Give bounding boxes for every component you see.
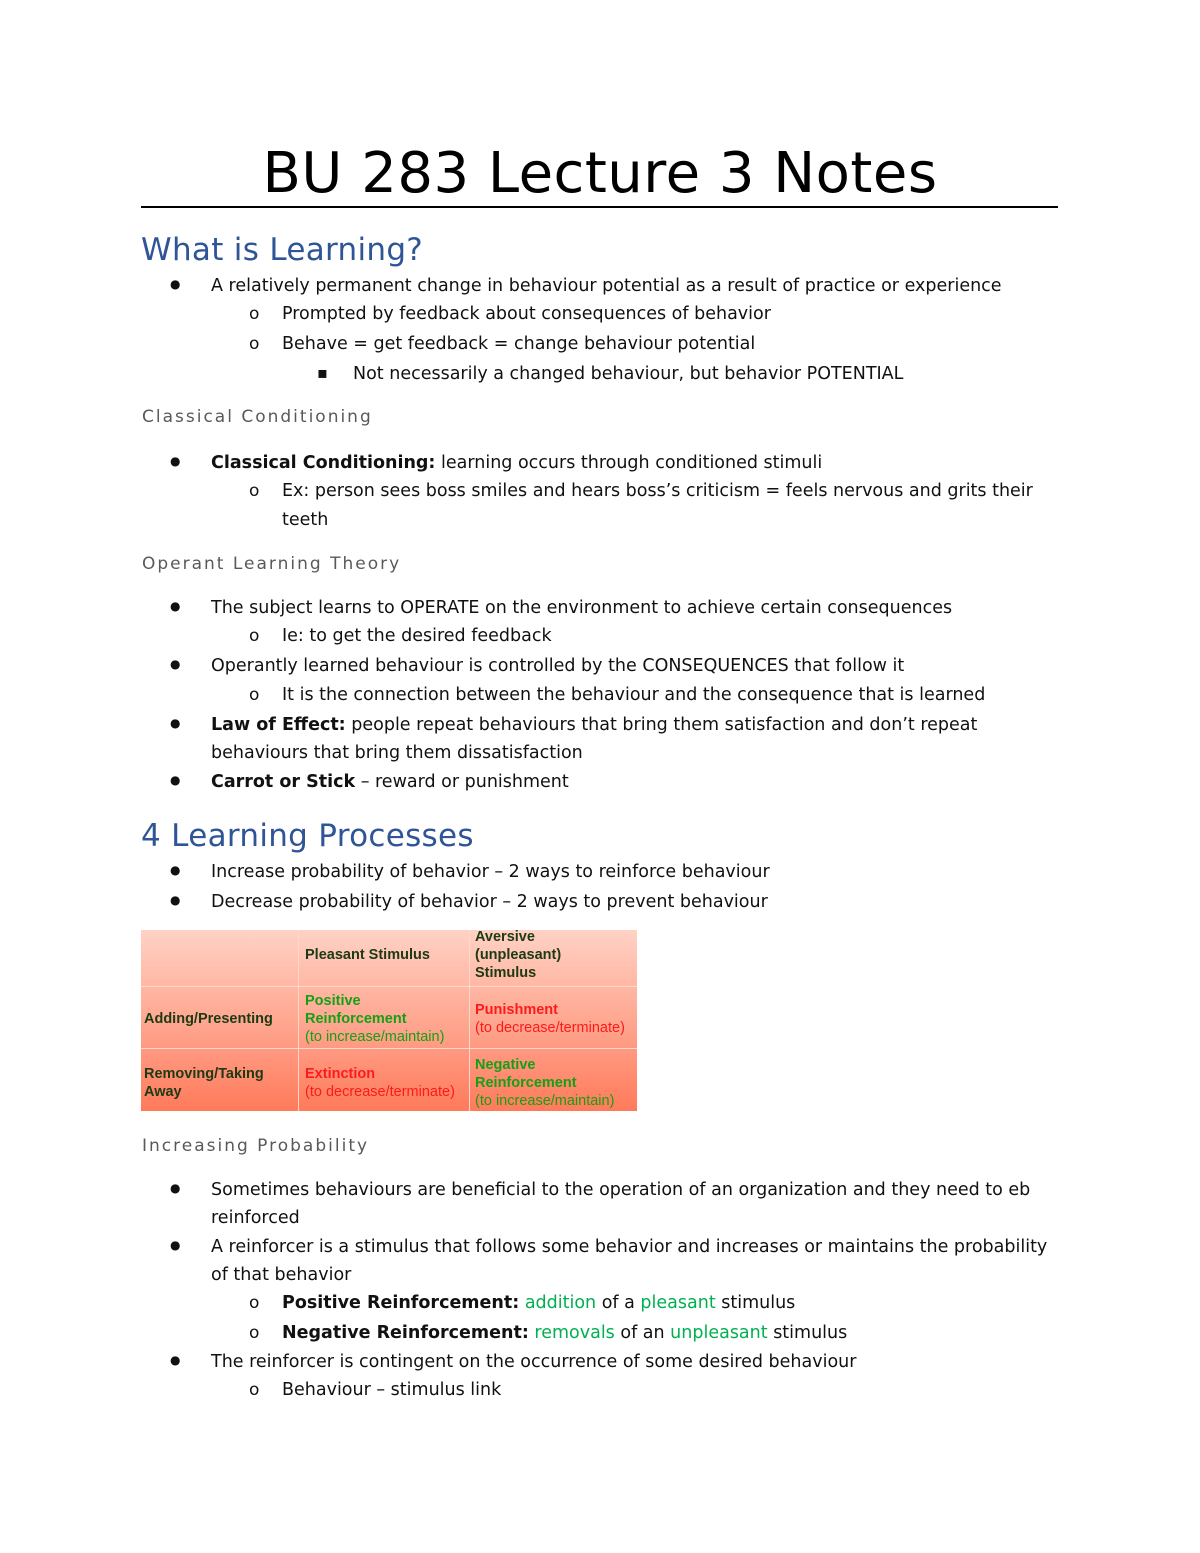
list-item — [282, 1290, 795, 1316]
list-item: Ex: person sees boss smiles and hears boss’s criticism = feels nervous and grits their — [282, 481, 1033, 501]
sub-bullet-icon — [249, 478, 259, 504]
list-item — [211, 450, 822, 476]
highlight-word: addition — [524, 1293, 597, 1313]
column-header-pleasant: Pleasant Stimulus — [305, 947, 430, 963]
term-label: Negative Reinforcement: — [282, 1323, 529, 1343]
heading-classical-conditioning: Classical Conditioning — [142, 407, 373, 427]
bullet-icon — [170, 652, 180, 679]
highlight-word: pleasant — [640, 1293, 716, 1313]
list-item: Decrease probability of behavior – 2 ways to prevent behaviour — [211, 892, 768, 912]
sub-bullet-icon — [249, 1290, 259, 1316]
table-divider — [298, 930, 299, 1111]
sub-bullet-icon — [249, 331, 259, 357]
list-item: Ie: to get the desired feedback — [282, 626, 552, 646]
cell-subtitle: (to increase/maintain) — [475, 1093, 615, 1109]
term-label: Carrot or Stick — [211, 772, 356, 792]
sub-bullet-icon — [249, 1320, 259, 1346]
cell-negative-reinforcement — [475, 1056, 625, 1110]
heading-operant-learning-theory: Operant Learning Theory — [142, 554, 402, 574]
list-item: The reinforcer is contingent on the occurrence of some desired behaviour — [211, 1352, 857, 1372]
list-item: Prompted by feedback about consequences of behavior — [282, 304, 771, 324]
row-header-removing: Removing/Taking Away — [144, 1066, 264, 1100]
heading-what-is-learning: What is Learning? — [141, 232, 424, 268]
list-item-continuation: of that behavior — [211, 1265, 352, 1285]
bullet-icon — [170, 1233, 180, 1260]
plain-text: of a — [596, 1293, 641, 1313]
heading-increasing-probability: Increasing Probability — [142, 1136, 370, 1156]
plain-text: stimulus — [767, 1323, 848, 1343]
list-item — [282, 1320, 847, 1346]
cell-subtitle: (to decrease/terminate) — [305, 1084, 455, 1100]
row-header-adding: Adding/Presenting — [144, 1011, 273, 1027]
bullet-icon — [170, 449, 180, 476]
list-item — [211, 712, 977, 738]
cell-title: Positive Reinforcement — [305, 993, 407, 1027]
bullet-icon — [170, 1348, 180, 1375]
table-divider — [141, 986, 637, 987]
sub-bullet-icon — [249, 623, 259, 649]
cell-subtitle: (to decrease/terminate) — [475, 1020, 625, 1036]
term-label: Law of Effect: — [211, 715, 346, 735]
list-item: Not necessarily a changed behaviour, but behavior POTENTIAL — [353, 364, 904, 384]
list-item: The subject learns to OPERATE on the environment to achieve certain consequences — [211, 598, 953, 618]
sub-bullet-icon — [249, 682, 259, 708]
highlight-word: removals — [534, 1323, 615, 1343]
list-item: Operantly learned behaviour is controlled by the CONSEQUENCES that follow it — [211, 656, 905, 676]
sub-bullet-icon — [249, 1377, 259, 1403]
cell-extinction — [305, 1065, 470, 1101]
term-label: Classical Conditioning: — [211, 453, 436, 473]
term-label: Positive Reinforcement: — [282, 1293, 520, 1313]
list-item-continuation: teeth — [282, 510, 329, 530]
term-definition: – reward or punishment — [355, 772, 569, 792]
cell-title: Negative Reinforcement — [475, 1057, 577, 1091]
heading-learning-processes: 4 Learning Processes — [141, 818, 474, 854]
square-bullet-icon — [317, 360, 328, 386]
bullet-icon — [170, 1176, 180, 1203]
column-header-aversive: Aversive (unpleasant) Stimulus — [475, 929, 562, 981]
plain-text: of an — [614, 1323, 671, 1343]
cell-subtitle: (to increase/maintain) — [305, 1029, 445, 1045]
bullet-icon — [170, 272, 180, 299]
list-item: Behave = get feedback = change behaviour potential — [282, 334, 756, 354]
list-item-continuation: behaviours that bring them dissatisfaction — [211, 743, 583, 763]
cell-punishment — [475, 1001, 640, 1037]
bullet-icon — [170, 768, 180, 795]
bullet-icon — [170, 858, 180, 885]
page-title: BU 283 Lecture 3 Notes — [262, 141, 938, 206]
bullet-icon — [170, 888, 180, 915]
list-item: A reinforcer is a stimulus that follows some behavior and increases or maintains the probability — [211, 1237, 1048, 1257]
list-item: A relatively permanent change in behaviour potential as a result of practice or experience — [211, 276, 1002, 296]
cell-title: Punishment — [475, 1002, 558, 1018]
table-divider — [141, 1048, 637, 1049]
list-item — [211, 769, 569, 795]
bullet-icon — [170, 594, 180, 621]
highlight-word: unpleasant — [670, 1323, 768, 1343]
plain-text: stimulus — [715, 1293, 796, 1313]
list-item: Behaviour – stimulus link — [282, 1380, 502, 1400]
term-definition: learning occurs through conditioned stimuli — [435, 453, 823, 473]
sub-bullet-icon — [249, 301, 259, 327]
list-item: It is the connection between the behaviour and the consequence that is learned — [282, 685, 986, 705]
cell-title: Extinction — [305, 1066, 376, 1082]
cell-positive-reinforcement — [305, 992, 445, 1046]
learning-processes-table — [141, 930, 637, 1111]
list-item-continuation: reinforced — [211, 1208, 300, 1228]
bullet-icon — [170, 711, 180, 738]
title-divider — [141, 206, 1058, 208]
term-definition: people repeat behaviours that bring them satisfaction and don’t repeat — [345, 715, 978, 735]
list-item: Increase probability of behavior – 2 ways to reinforce behaviour — [211, 862, 770, 882]
list-item: Sometimes behaviours are beneficial to the operation of an organization and they need to eb — [211, 1180, 1031, 1200]
